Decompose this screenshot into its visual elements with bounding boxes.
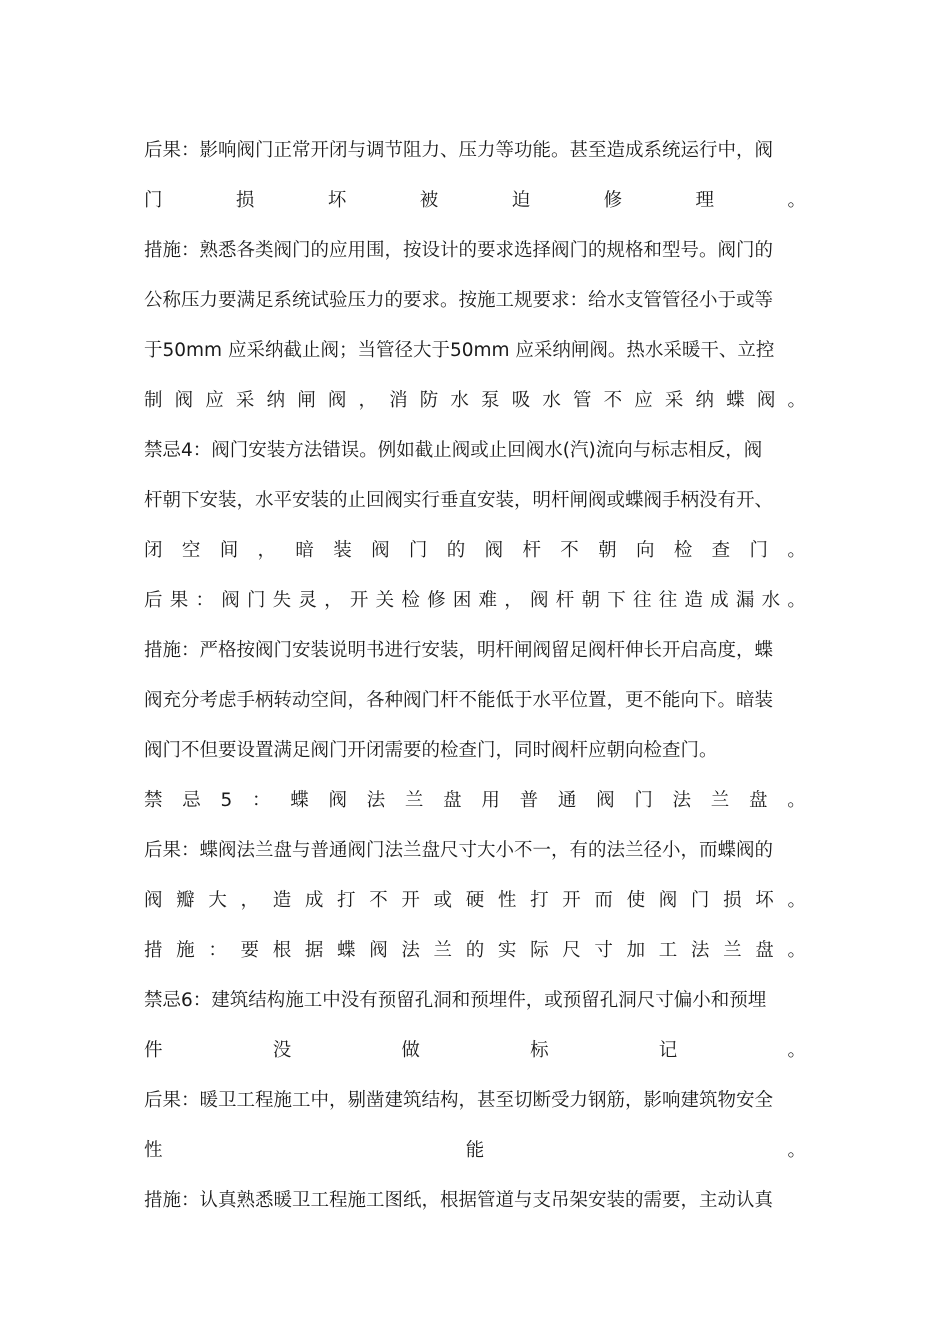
text-line: 件 没 做 标 记 。 [144,1040,806,1061]
text-line: 后 果 ： 阀 门 失 灵 ， 开 关 检 修 困 难 ， 阀 杆 朝 下 往 往 造 成 漏 水 。 [144,590,806,611]
text-line: 禁忌4：阀门安装方法错误。例如截止阀或止回阀水(汽)流向与标志相反，阀 [144,440,763,461]
text-line: 措施：熟悉各类阀门的应用围，按设计的要求选择阀门的规格和型号。阀门的 [144,240,774,261]
text-line: 禁 忌 5 ： 蝶 阀 法 兰 盘 用 普 通 阀 门 法 兰 盘 。 [144,790,806,811]
text-line: 性 能 。 [144,1140,806,1161]
text-line: 阀充分考虑手柄转动空间，各种阀门杆不能低于水平位置，更不能向下。暗装 [144,690,774,711]
text-line: 后果：蝶阀法兰盘与普通阀门法兰盘尺寸大小不一，有的法兰径小，而蝶阀的 [144,840,774,861]
text-line: 闭 空 间 ， 暗 装 阀 门 的 阀 杆 不 朝 向 检 查 门 。 [144,540,806,561]
document-body [144,132,806,1232]
text-line: 于50mm 应采纳截止阀；当管径大于50mm 应采纳闸阀。热水采暖干、立控 [144,340,775,361]
text-line: 制 阀 应 采 纳 闸 阀 ， 消 防 水 泵 吸 水 管 不 应 采 纳 蝶 阀 。 [144,390,806,411]
text-line: 措施：认真熟悉暖卫工程施工图纸，根据管道与支吊架安装的需要，主动认真 [144,1190,774,1211]
text-line: 阀 瓣 大 ， 造 成 打 不 开 或 硬 性 打 开 而 使 阀 门 损 坏 。 [144,890,806,911]
text-line: 禁忌6：建筑结构施工中没有预留孔洞和预埋件，或预留孔洞尺寸偏小和预埋 [144,990,767,1011]
text-line: 杆朝下安装，水平安装的止回阀实行垂直安装，明杆闸阀或蝶阀手柄没有开、 [144,490,774,511]
text-line: 后果：影响阀门正常开闭与调节阻力、压力等功能。甚至造成系统运行中，阀 [144,140,774,161]
text-line: 措 施 ： 要 根 据 蝶 阀 法 兰 的 实 际 尺 寸 加 工 法 兰 盘 。 [144,940,806,961]
text-line: 门 损 坏 被 迫 修 理 。 [144,190,806,211]
text-line: 措施：严格按阀门安装说明书进行安装，明杆闸阀留足阀杆伸长开启高度，蝶 [144,640,774,661]
text-line: 公称压力要满足系统试验压力的要求。按施工规要求：给水支管管径小于或等 [144,290,774,311]
text-line: 后果：暖卫工程施工中，剔凿建筑结构，甚至切断受力钢筋，影响建筑物安全 [144,1090,774,1111]
text-line: 阀门不但要设置满足阀门开闭需要的检查门，同时阀杆应朝向检查门。 [144,740,718,761]
